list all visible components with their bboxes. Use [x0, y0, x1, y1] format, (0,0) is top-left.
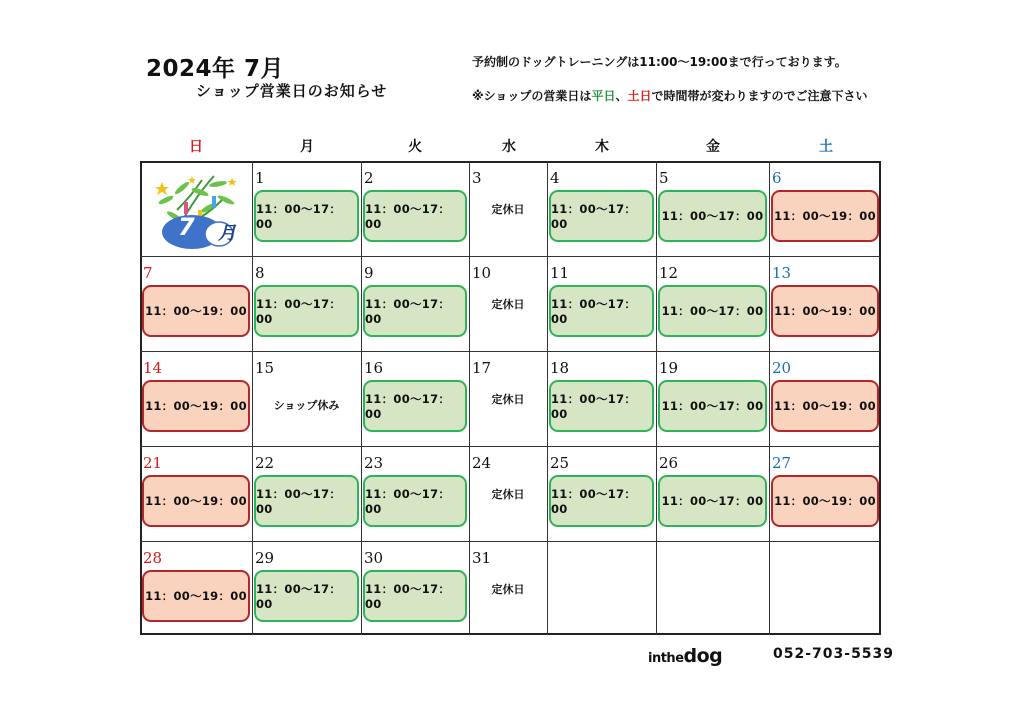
calendar-day-cell — [469, 256, 547, 351]
closed-day-label: 定休日 — [491, 488, 525, 501]
day-number: 30 — [364, 549, 384, 567]
calendar-day-cell — [656, 161, 769, 256]
calendar-day-cell — [361, 351, 469, 446]
day-number: 16 — [364, 359, 384, 377]
weekday-hours-badge: 11：00～17：00 — [254, 570, 359, 622]
calendar-day-cell — [469, 446, 547, 541]
weekday-hours-badge: 11：00～17：00 — [254, 285, 359, 337]
hours-note-weekday: 平日 — [591, 89, 616, 103]
day-number: 7 — [143, 264, 153, 282]
weekday-hours-badge: 11：00～17：00 — [549, 380, 654, 432]
shop-off-label: ショップ休み — [273, 399, 340, 412]
calendar-day-cell — [656, 446, 769, 541]
day-number: 6 — [772, 169, 782, 187]
weekday-header: 火 — [408, 139, 422, 155]
inthedog-logo: inthedog — [648, 645, 723, 667]
day-number: 11 — [550, 264, 570, 282]
july-illustration — [152, 170, 244, 254]
weekend-hours-badge: 11：00～19：00 — [142, 475, 250, 527]
weekday-hours-badge: 11：00～17：00 — [658, 190, 767, 242]
calendar-day-cell — [769, 161, 881, 256]
weekday-hours-badge: 11：00～17：00 — [658, 380, 767, 432]
weekday-hours-badge: 11：00～17：00 — [254, 475, 359, 527]
weekday-header: 日 — [189, 139, 203, 155]
calendar-day-cell — [547, 446, 656, 541]
closed-day-label: 定休日 — [491, 298, 525, 311]
day-number: 9 — [364, 264, 374, 282]
calendar-day-cell — [547, 256, 656, 351]
weekday-header: 土 — [819, 139, 833, 155]
weekend-hours-badge: 11：00～19：00 — [771, 475, 879, 527]
day-number: 17 — [472, 359, 492, 377]
hours-note-suffix: で時間帯が変わりますのでご注意下さい — [651, 89, 868, 103]
calendar-day-cell — [140, 446, 252, 541]
calendar-day-cell — [252, 161, 361, 256]
hours-note-sep: 、 — [615, 89, 628, 103]
day-number: 1 — [255, 169, 265, 187]
weekday-hours-badge: 11：00～17：00 — [549, 475, 654, 527]
day-number: 4 — [550, 169, 560, 187]
calendar-day-cell — [469, 161, 547, 256]
calendar-day-cell — [140, 541, 252, 635]
day-number: 19 — [659, 359, 679, 377]
day-number: 22 — [255, 454, 275, 472]
calendar-day-cell — [361, 541, 469, 635]
calendar-day-cell — [769, 351, 881, 446]
weekday-header: 金 — [706, 139, 720, 155]
day-number: 3 — [472, 169, 482, 187]
day-number: 29 — [255, 549, 275, 567]
day-number: 2 — [364, 169, 374, 187]
day-number: 15 — [255, 359, 275, 377]
hours-note — [472, 87, 868, 104]
weekend-hours-badge: 11：00～19：00 — [771, 285, 879, 337]
weekday-header: 水 — [502, 139, 516, 155]
calendar-day-cell — [769, 256, 881, 351]
day-number: 8 — [255, 264, 265, 282]
calendar-day-cell — [656, 256, 769, 351]
calendar-day-cell — [252, 541, 361, 635]
calendar-day-cell — [252, 256, 361, 351]
july-illustration-label — [168, 213, 240, 245]
day-number: 18 — [550, 359, 570, 377]
hours-note-weekend: 土日 — [627, 89, 652, 103]
closed-day-label: 定休日 — [491, 203, 525, 216]
day-number: 27 — [772, 454, 792, 472]
weekday-hours-badge: 11：00～17：00 — [658, 475, 767, 527]
training-note: 予約制のドッグトレーニングは11:00～19:00まで行っております。 — [472, 55, 847, 69]
calendar-day-cell — [547, 351, 656, 446]
weekday-hours-badge: 11：00～17：00 — [363, 285, 467, 337]
calendar-day-cell — [656, 351, 769, 446]
calendar-day-cell — [140, 256, 252, 351]
calendar-day-cell — [769, 446, 881, 541]
weekend-hours-badge: 11：00～19：00 — [142, 570, 250, 622]
day-number: 24 — [472, 454, 492, 472]
closed-day-label: 定休日 — [491, 583, 525, 596]
weekday-header: 木 — [595, 139, 609, 155]
day-number: 23 — [364, 454, 384, 472]
weekday-hours-badge: 11：00～17：00 — [363, 190, 467, 242]
page-title: 2024年 7月 — [146, 56, 285, 82]
weekday-hours-badge: 11：00～17：00 — [658, 285, 767, 337]
weekday-header: 月 — [300, 139, 314, 155]
day-number: 28 — [143, 549, 163, 567]
day-number: 26 — [659, 454, 679, 472]
day-number: 21 — [143, 454, 163, 472]
calendar-day-cell — [361, 446, 469, 541]
day-number: 10 — [472, 264, 492, 282]
day-number: 12 — [659, 264, 679, 282]
calendar-day-cell — [361, 256, 469, 351]
weekend-hours-badge: 11：00～19：00 — [771, 380, 879, 432]
day-number: 25 — [550, 454, 570, 472]
day-number: 13 — [772, 264, 792, 282]
weekday-hours-badge: 11：00～17：00 — [254, 190, 359, 242]
july-number: 7 — [178, 213, 195, 241]
calendar-day-cell — [469, 541, 547, 635]
weekday-hours-badge: 11：00～17：00 — [549, 190, 654, 242]
weekend-hours-badge: 11：00～19：00 — [142, 285, 250, 337]
weekday-hours-badge: 11：00～17：00 — [363, 475, 467, 527]
calendar-day-cell — [252, 351, 361, 446]
page-subtitle: ショップ営業日のお知らせ — [196, 82, 388, 100]
weekend-hours-badge: 11：00～19：00 — [771, 190, 879, 242]
day-number: 31 — [472, 549, 492, 567]
july-kanji: 月 — [218, 223, 236, 244]
day-number: 14 — [143, 359, 163, 377]
calendar-day-cell — [469, 351, 547, 446]
calendar-day-cell — [547, 161, 656, 256]
calendar-day-cell — [252, 446, 361, 541]
weekday-hours-badge: 11：00～17：00 — [363, 380, 467, 432]
weekday-hours-badge: 11：00～17：00 — [549, 285, 654, 337]
day-number: 5 — [659, 169, 669, 187]
phone-number: 052-703-5539 — [773, 646, 895, 662]
closed-day-label: 定休日 — [491, 393, 525, 406]
calendar-day-cell — [361, 161, 469, 256]
day-number: 20 — [772, 359, 792, 377]
calendar-day-cell — [140, 351, 252, 446]
weekend-hours-badge: 11：00～19：00 — [142, 380, 250, 432]
hours-note-prefix: ※ショップの営業日は — [472, 89, 592, 103]
weekday-hours-badge: 11：00～17：00 — [363, 570, 467, 622]
